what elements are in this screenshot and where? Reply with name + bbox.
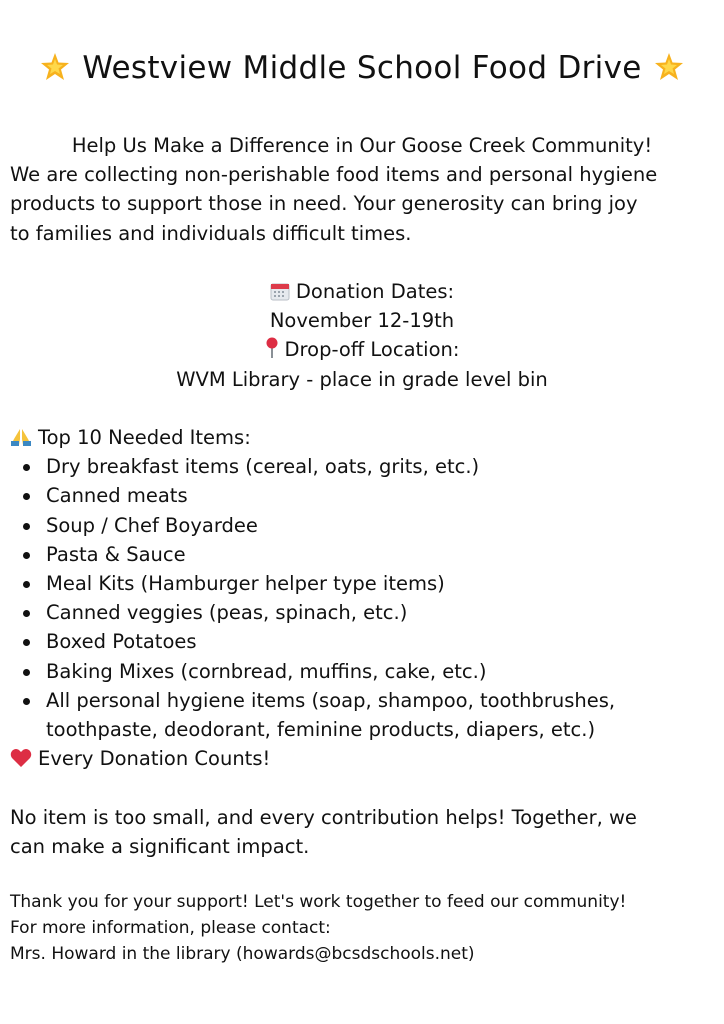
folded-hands-icon xyxy=(10,427,32,447)
intro-line: products to support those in need. Your generosity can bring joy xyxy=(10,192,638,216)
list-item: Canned meats xyxy=(10,481,714,510)
list-item: Baking Mixes (cornbread, muffins, cake, etc.) xyxy=(10,657,714,686)
round-pushpin-icon xyxy=(265,337,279,359)
needed-items-list xyxy=(10,452,714,744)
title-text: Westview Middle School Food Drive xyxy=(82,50,642,86)
page-title xyxy=(0,46,724,90)
list-item: All personal hygiene items (soap, shampoo, toothbrushes, xyxy=(10,686,714,715)
footer-contact: Mrs. Howard in the library (howards@bcsdschools.net) xyxy=(10,944,475,964)
list-item: Boxed Potatoes xyxy=(10,627,714,656)
every-donation-counts: Every Donation Counts! xyxy=(10,744,714,773)
closing-line: No item is too small, and every contribution helps! Together, we xyxy=(10,805,637,829)
needed-items-heading: Top 10 Needed Items: xyxy=(10,423,714,452)
list-item-continuation: toothpaste, deodorant, feminine products, diapers, etc.) xyxy=(46,718,596,742)
list-item: Soup / Chef Boyardee xyxy=(10,511,714,540)
flyer-body xyxy=(10,131,714,861)
glowing-star-icon xyxy=(40,52,70,82)
closing-line: can make a significant impact. xyxy=(10,834,310,858)
glowing-star-icon xyxy=(654,52,684,82)
drop-off-location: WVM Library - place in grade level bin xyxy=(176,367,548,391)
intro-headline: Help Us Make a Difference in Our Goose Creek Community! xyxy=(71,134,653,157)
list-item: Meal Kits (Hamburger helper type items) xyxy=(10,569,714,598)
drop-off-label: Drop-off Location: xyxy=(10,335,714,364)
intro-line: We are collecting non-perishable food items and personal hygiene xyxy=(10,163,658,187)
heart-icon xyxy=(10,748,32,768)
donation-dates-label: Donation Dates: xyxy=(10,277,714,306)
list-item: Dry breakfast items (cereal, oats, grits, etc.) xyxy=(10,452,714,481)
donation-dates: November 12-19th xyxy=(269,309,455,333)
list-item: Pasta & Sauce xyxy=(10,540,714,569)
list-item: Canned veggies (peas, spinach, etc.) xyxy=(10,598,714,627)
calendar-icon xyxy=(270,281,290,301)
footer xyxy=(10,889,626,967)
intro-line: to families and individuals difficult times. xyxy=(10,221,412,245)
footer-contact-label: For more information, please contact: xyxy=(10,918,331,938)
footer-thanks: Thank you for your support! Let's work together to feed our community! xyxy=(10,892,627,912)
